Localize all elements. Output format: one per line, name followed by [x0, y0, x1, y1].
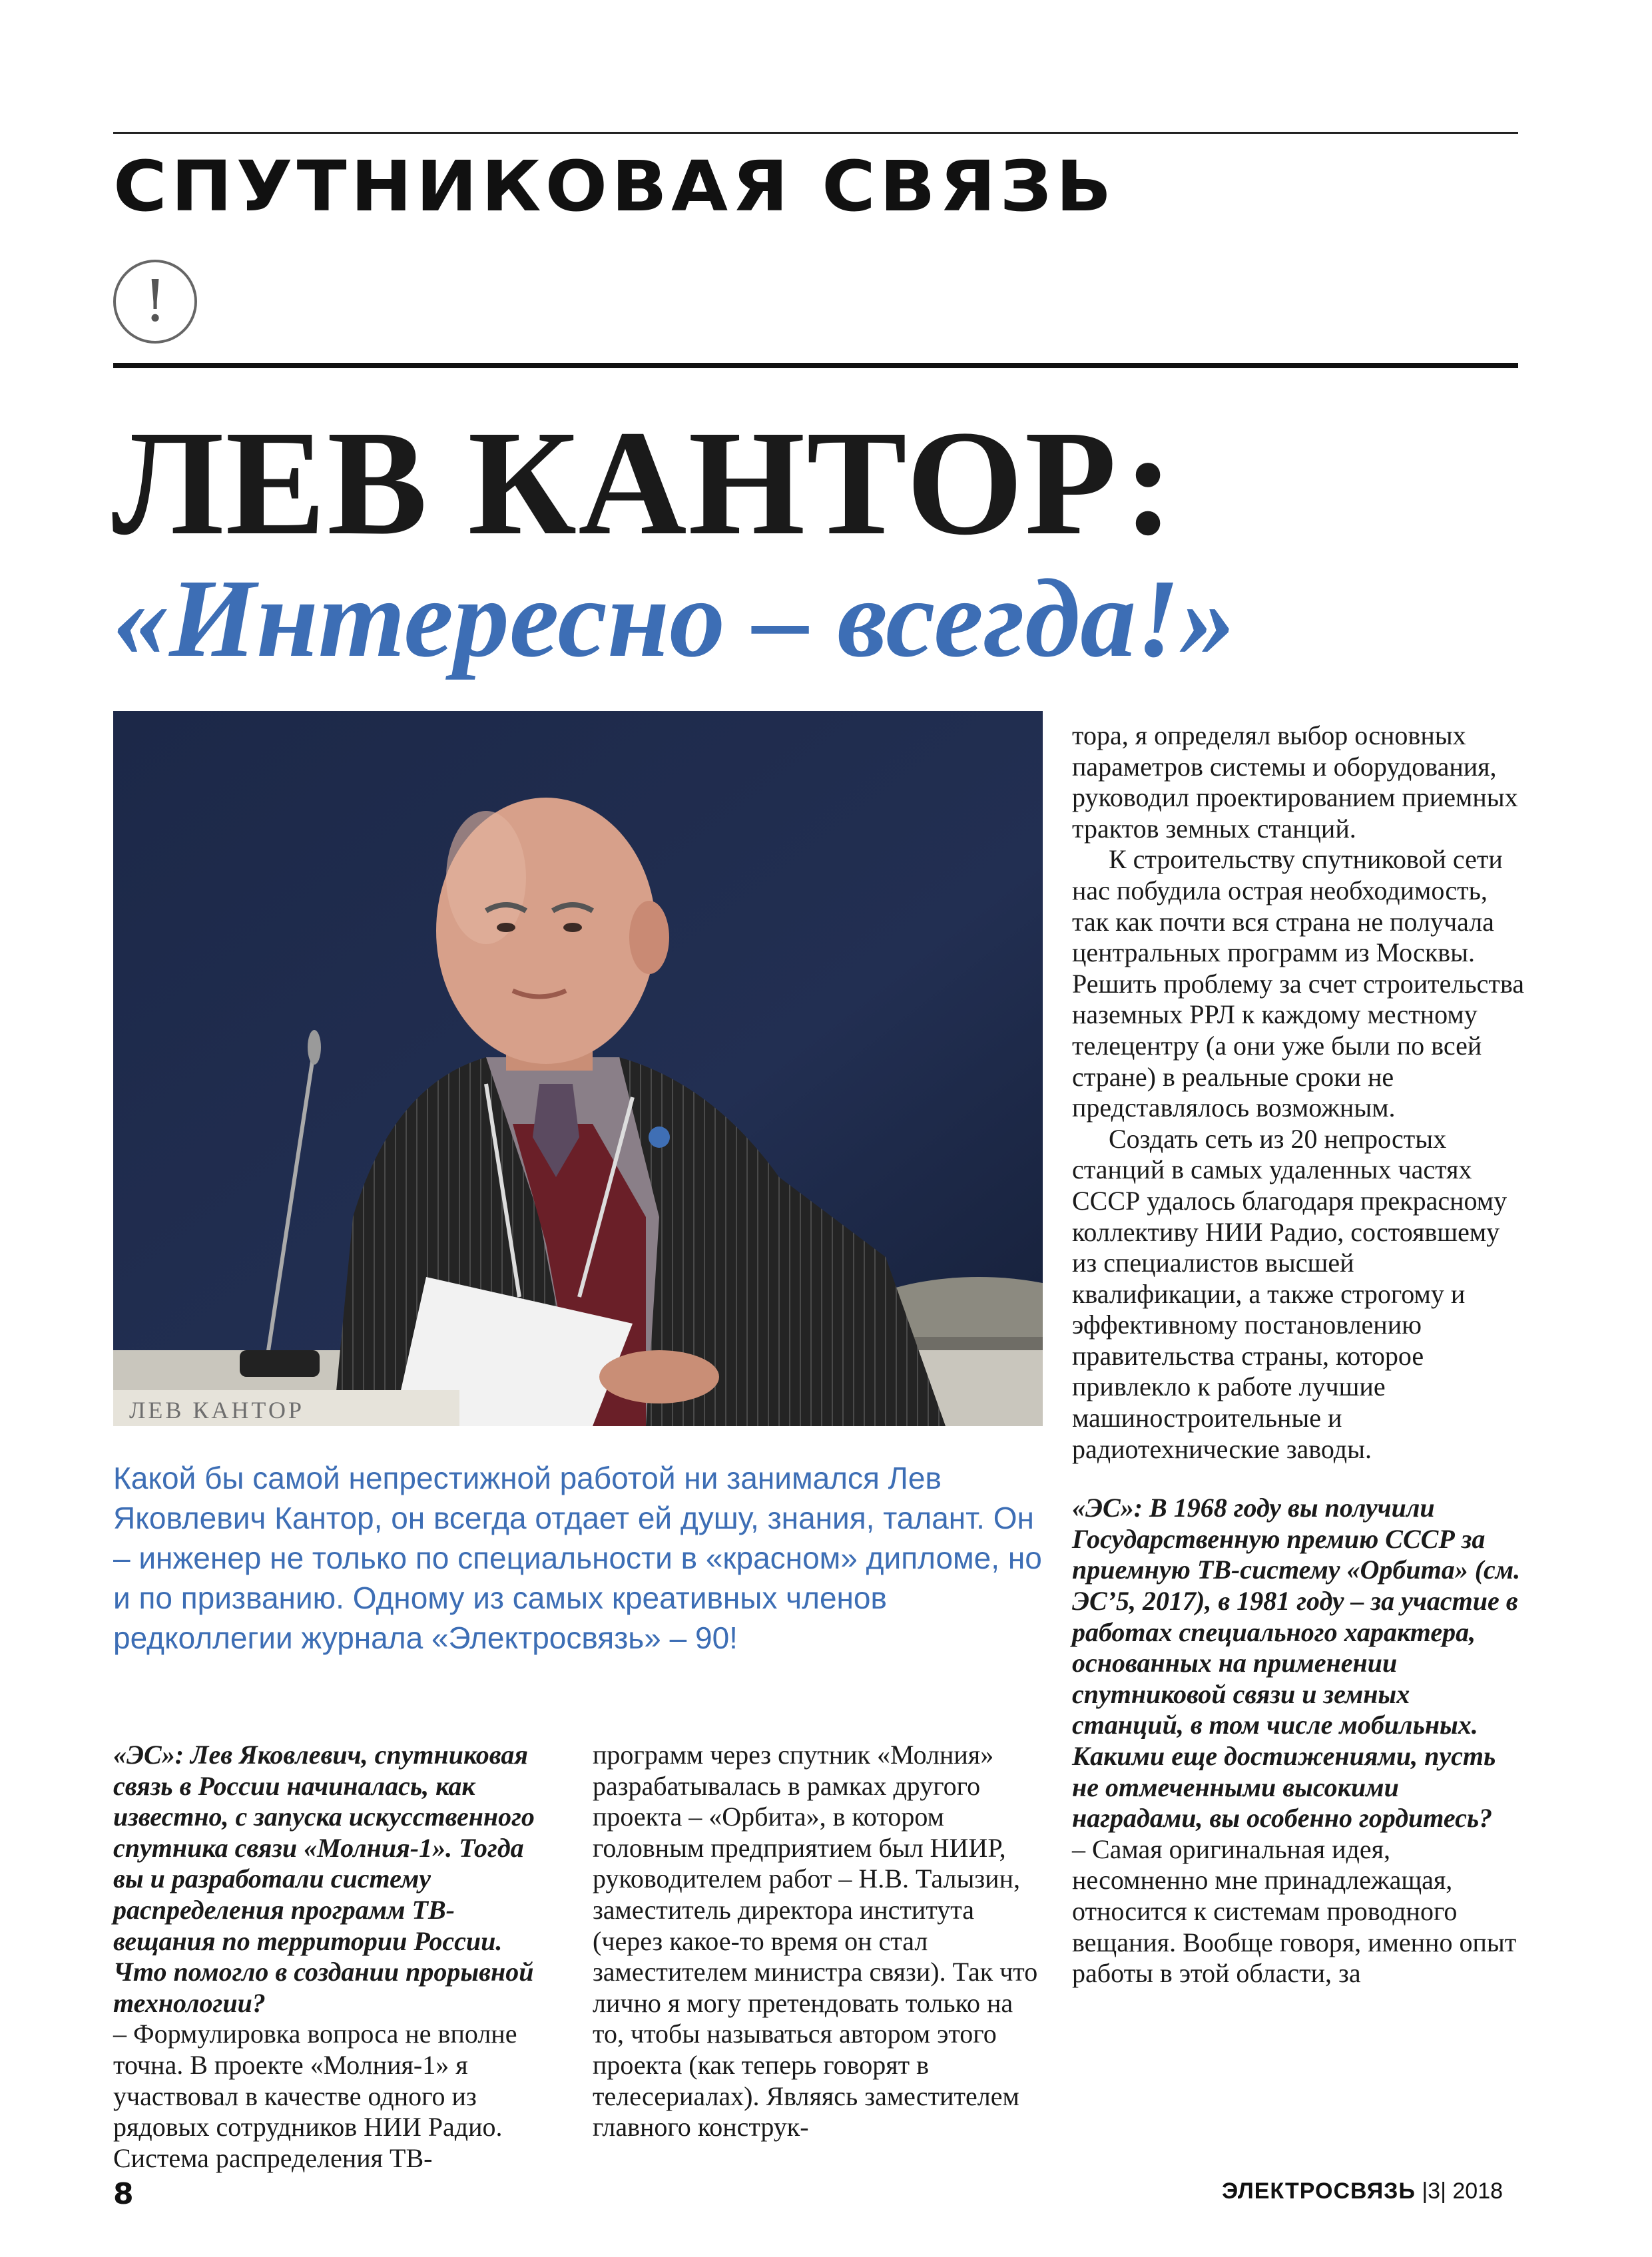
- page-number: 8: [113, 2177, 134, 2211]
- footer-magazine: [1222, 2178, 1503, 2204]
- portrait-illustration: [113, 711, 1043, 1426]
- answer-1-continued: программ через спутник «Молния» разрабатывалась в рамках другого проекта – «Орбита», в котором головным предприятием был НИИР, руководителем работ – Н.В. Талызин, заместитель директора института (через какое-то время он стал заместителем министра связи). Так что лично я могу претендовать только на то, чтобы называться автором этого проекта (как теперь говорят в телесериалах). Являясь заместителем главного конструк-: [593, 1740, 1038, 2142]
- section-rule: [113, 363, 1518, 368]
- magazine-name: ЭЛЕКТРОСВЯЗЬ: [1222, 2178, 1416, 2204]
- issue-info: |3| 2018: [1415, 2178, 1504, 2204]
- lede-paragraph: Какой бы самой непрестижной работой ни занимался Лев Яковлевич Кантор, он всегда отдает ей душу, знания, талант. Он – инженер не только по специальности в «красном» дипломе, но и по призванию. Одному из самых креативных членов редколлегии журнала «Электросвязь» – 90!: [113, 1461, 1042, 1655]
- answer-2-start: – Самая оригинальная идея, несомненно мне принадлежащая, относится к системам проводного вещания. Вообще говоря, именно опыт работы в этой области, за: [1072, 1834, 1517, 1989]
- exclamation-icon: [113, 260, 197, 344]
- section-rubric: СПУТНИКОВАЯ СВЯЗЬ: [113, 146, 1116, 227]
- question-2: «ЭС»: В 1968 году вы получили Государственную премию СССР за приемную ТВ-систему «Орбита» (см. ЭС’5, 2017), в 1981 году – за участие в работах специального характера, основанных на применении спутниковой связи и земных станций, в том числе мобильных. Какими еще достижениями, пусть не отмеченными высокими наградами, вы особенно гордитесь?: [1072, 1493, 1521, 1834]
- exclamation-glyph: !: [143, 268, 167, 335]
- paragraph-network: К строительству спутниковой сети нас побудила острая необходимость, так как почти вся страна не получала центральных программ из Москвы. Решить проблему за счет строительства наземных РРЛ к каждому местному телецентру (а они уже были по всей стране) в реальные сроки не представлялось возможным.: [1072, 844, 1524, 1123]
- top-rule: [113, 132, 1518, 134]
- answer-1-end: тора, я определял выбор основных параметров системы и оборудования, руководил проектированием приемных трактов земных станций.: [1072, 720, 1518, 844]
- column-1: [113, 1740, 546, 2174]
- nameplate-label: ЛЕВ КАНТОР: [129, 1397, 304, 1423]
- question-1: «ЭС»: Лев Яковлевич, спутниковая связь в России начиналась, как известно, с запуска искусственного спутника связи «Молния-1». Тогда вы и разработали систему распределения программ ТВ-вещания по территории России. Что помогло в создании прорывной технологии?: [113, 1740, 535, 2018]
- column-3: [1072, 720, 1525, 1989]
- portrait-photo: [113, 711, 1043, 1426]
- answer-1-start: – Формулировка вопроса не вполне точна. В проекте «Молния-1» я участвовал в качестве одного из рядовых сотрудников НИИ Радио. Система распределения ТВ-: [113, 2019, 517, 2173]
- headline-subtitle: «Интересно – всегда!»: [113, 557, 1236, 680]
- column-2: [593, 1740, 1045, 2143]
- headline-title: ЛЕВ КАНТОР:: [112, 399, 1175, 566]
- paragraph-stations: Создать сеть из 20 непростых станций в самых удаленных частях СССР удалось благодаря прекрасному коллективу НИИ Радио, состоявшему из специалистов высшей квалификации, а также строгому и эффективному постановлению правительства страны, которое привлекло к работе лучшие машиностроительные и радиотехнические заводы.: [1072, 1123, 1508, 1464]
